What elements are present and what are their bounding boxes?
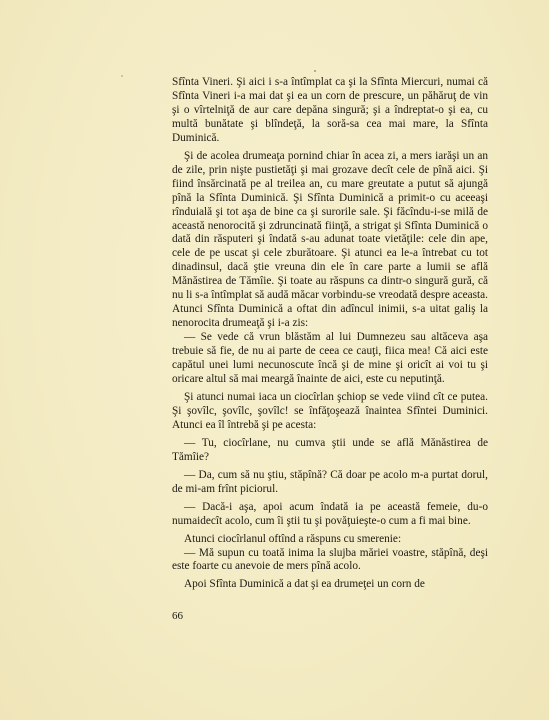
paragraph: Sfînta Vineri. Şi aici i s-a întîmplat ca şi la Sfînta Miercuri, numai că Sfînta Vineri i-a mai dat şi ea un corn de prescure, un păhăruţ de vin şi o vîrtelniţă de aur care depăna singură; şi a îndreptat-o şi ea, cu multă bunătate şi blîndeţă, la soră-sa cea mai mare, la Sfînta Duminică.	[172, 76, 488, 144]
paragraph: — Mă supun cu toată inima la slujba măriei voastre, stăpînă, deşi este foarte cu anevoie de mers pînă acolo.	[172, 546, 488, 573]
body-text	[172, 76, 488, 592]
ink-speck	[121, 75, 123, 77]
ink-speck	[314, 70, 316, 72]
paragraph: — Da, cum să nu ştiu, stăpînă? Că doar pe acolo m-a purtat dorul, de mi-am frînt piciorul.	[172, 468, 488, 495]
paragraph: — Dacă-i aşa, apoi acum îndată ia pe această femeie, du-o numaidecît acolo, cum îi ştii tu şi povăţuieşte-o cum a fi mai bine.	[172, 500, 488, 527]
paragraph: Şi de acolea drumeaţa pornind chiar în acea zi, a mers iarăşi un an de zile, prin nişte pustietăţi şi mai grozave decît cele de pînă aici. Şi fiind însărcinată pe al treilea an, cu mare greutate a putut să ajungă pînă la Sfînta Duminică. Şi Sfînta Duminică a primit-o cu aceeaşi rînduială şi tot aşa de bine ca şi surorile sale. Şi făcîndu-i-se milă de această nenorocită şi zdruncinată fiinţă, a strigat şi Sfînta Duminică o dată din răsputeri şi îndată s-au adunat toate vietăţile: cele din ape, cele de pe uscat şi cele zburătoare. Şi atunci ea le-a întrebat cu tot dinadinsul, dacă ştie vreuna din ele în care parte a lumii se află Mănăstirea de Tămîie. Şi toate au răspuns ca dintr-o singură gură, că nu li s-a întîmplat să audă măcar vorbindu-se vreodată despre aceasta. Atunci Sfînta Duminică a oftat din adîncul inimii, s-a uitat galiş la nenorocita drumeaţă şi i-a zis:	[172, 149, 488, 330]
paragraph: — Se vede că vrun blăstăm al lui Dumnezeu sau altăceva aşa trebuie să fie, de nu ai parte de ceea ce cauţi, fiica mea! Că aici este capătul unei lumi necunoscute încă şi de mine şi oricît ai voi tu şi oricare altul să mai meargă înainte de aici, este cu neputinţă.	[172, 331, 488, 386]
paragraph: Apoi Sfînta Duminică a dat şi ea drumeţei un corn de	[184, 578, 425, 591]
page-number: 66	[172, 610, 183, 622]
paragraph: Şi atunci numai iaca un ciocîrlan şchiop se vede viind cît ce putea. Şi şovîlc, şovîlc, şovîlc! se înfăţoşează înaintea Sfîntei Duminici. Atunci ea îl întrebă şi pe acesta:	[172, 390, 488, 431]
paragraph: Atunci ciocîrlanul oftînd a răspuns cu smerenie:	[184, 532, 402, 545]
paragraph: — Tu, ciocîrlane, nu cumva ştii unde se află Mănăstirea de Tămîie?	[172, 436, 488, 463]
